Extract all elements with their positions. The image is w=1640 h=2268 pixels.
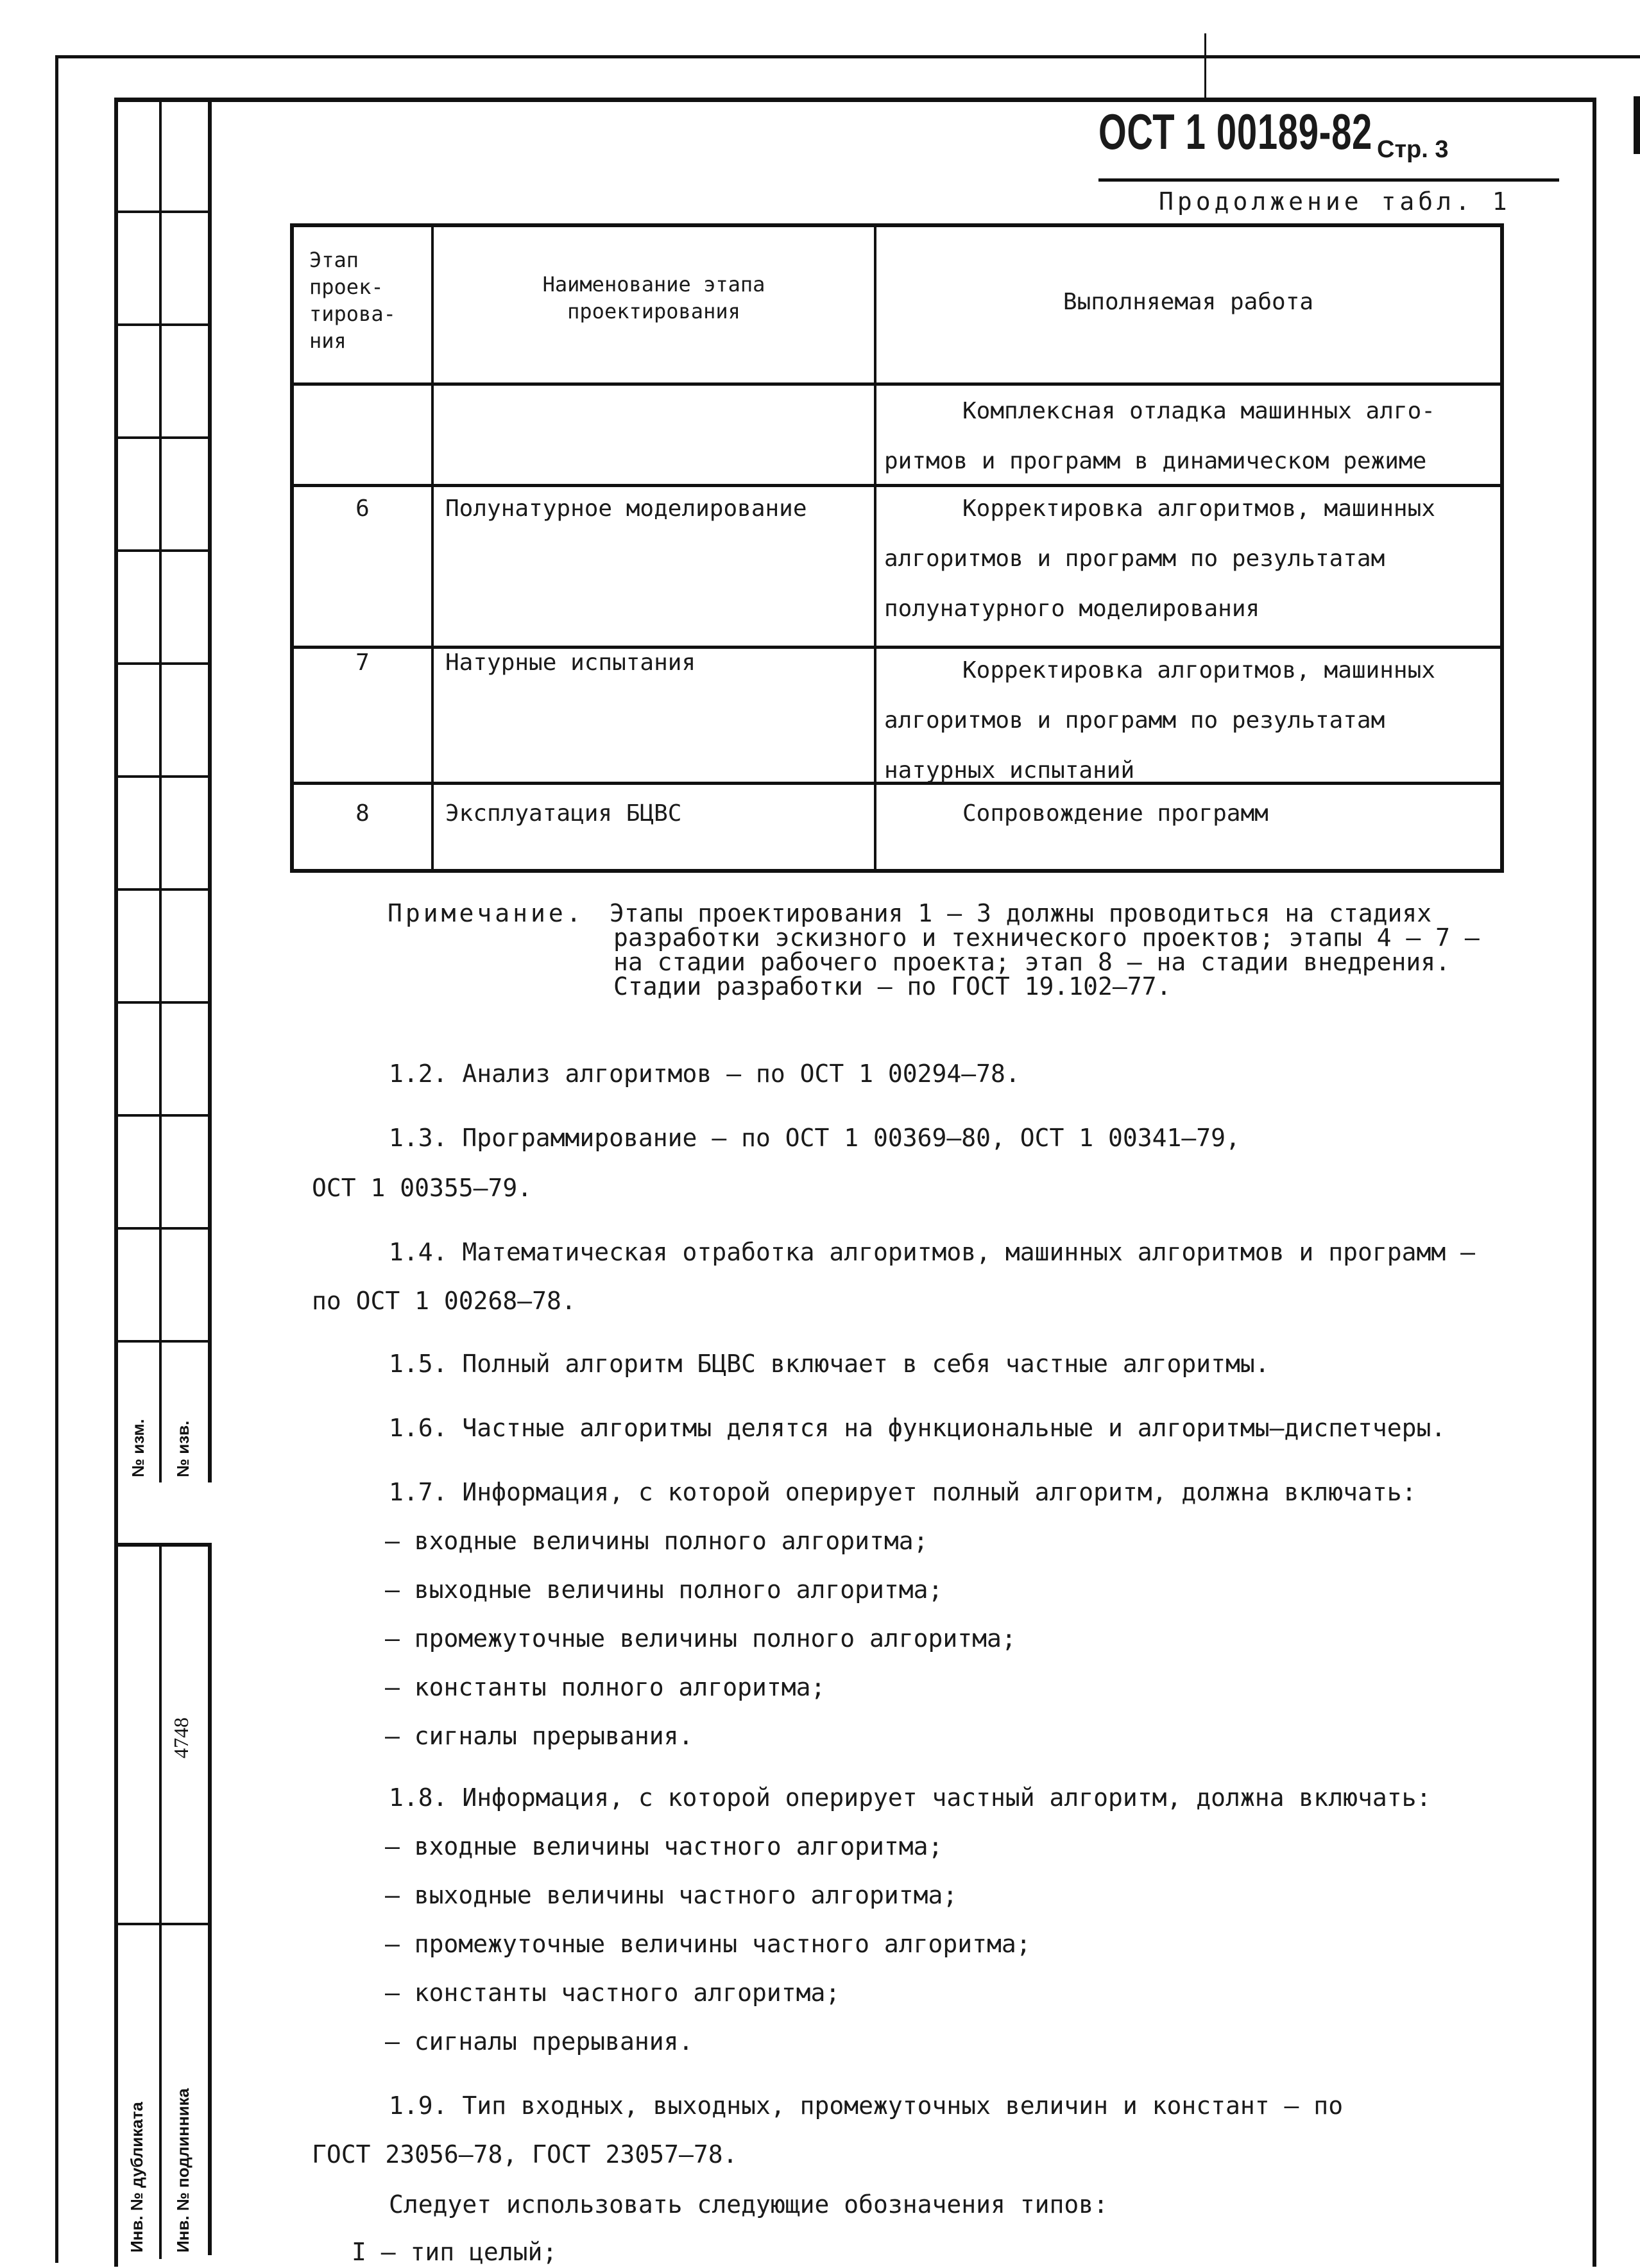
list-item: – промежуточные величины частного алгоритма; xyxy=(385,1930,1031,1958)
list-item: – константы полного алгоритма; xyxy=(385,1673,826,1701)
table-cell-name: Натурные испытания xyxy=(445,649,696,676)
table-row: Корректировка алгоритмов, машинных алгоритмов и программ по результатам полунатурного моделирования xyxy=(884,495,1435,622)
list-item: – входные величины полного алгоритма; xyxy=(385,1527,928,1555)
table-cell-stage: 6 xyxy=(355,495,370,522)
paragraph-1-4-cont: по ОСТ 1 00268–78. xyxy=(312,1287,576,1315)
paragraph-type-int: I – тип целый; xyxy=(352,2238,558,2266)
paragraph-1-2: 1.2. Анализ алгоритмов – по ОСТ 1 00294–78. xyxy=(389,1060,1020,1088)
paragraph-1-4: 1.4. Математическая отработка алгоритмов, машинных алгоритмов и программ – xyxy=(389,1238,1475,1266)
side-label-izm1: № изм. xyxy=(128,1419,148,1477)
paragraph-1-8: 1.8. Информация, с которой оперирует частный алгоритм, должна включать: xyxy=(389,1783,1431,1812)
list-item: – константы частного алгоритма; xyxy=(385,1979,841,2007)
paragraph-types: Следует использовать следующие обозначения типов: xyxy=(389,2190,1109,2219)
list-item: – входные величины частного алгоритма; xyxy=(385,1832,943,1860)
side-label-izm2: № изв. xyxy=(173,1420,192,1477)
table-cell-work: Сопровождение программ xyxy=(962,800,1268,827)
paragraph-1-5: 1.5. Полный алгоритм БЦВС включает в себя частные алгоритмы. xyxy=(389,1350,1270,1378)
note-line: Стадии разработки – по ГОСТ 19.102–77. xyxy=(613,972,1172,1001)
table-continuation-label: Продолжение табл. 1 xyxy=(1159,187,1511,216)
side-inv-number: 4748 xyxy=(169,1717,192,1758)
paragraph-1-3-cont: ОСТ 1 00355–79. xyxy=(312,1174,533,1202)
table-row: Комплексная отладка машинных алго- ритмов и программ в динамическом режиме xyxy=(884,398,1435,474)
table-cell-stage: 8 xyxy=(355,800,370,827)
paragraph-1-7: 1.7. Информация, с которой оперирует полный алгоритм, должна включать: xyxy=(389,1478,1417,1506)
note-label: Примечание. xyxy=(388,899,585,927)
paragraph-1-3: 1.3. Программирование – по ОСТ 1 00369–80, ОСТ 1 00341–79, xyxy=(389,1124,1240,1152)
table-cell-name: Эксплуатация БЦВС xyxy=(445,800,682,827)
list-item: – выходные величины полного алгоритма; xyxy=(385,1576,943,1604)
paragraph-1-9-cont: ГОСТ 23056–78, ГОСТ 23057–78. xyxy=(312,2140,738,2169)
list-item: – сигналы прерывания. xyxy=(385,1722,694,1750)
table-row: Корректировка алгоритмов, машинных алгоритмов и программ по результатам натурных испытаний xyxy=(884,657,1435,784)
header-rule xyxy=(1098,178,1559,182)
note-line: разработки эскизного и технического проектов; этапы 4 – 7 – xyxy=(613,924,1480,952)
note-line: на стадии рабочего проекта; этап 8 – на стадии внедрения. xyxy=(613,948,1451,976)
side-label-dup: Инв. № дубликата xyxy=(127,2102,146,2253)
header-stage-name: Наименование этапа проектирования xyxy=(542,272,765,323)
doc-code: ОСТ 1 00189-82 xyxy=(1098,103,1373,160)
table-cell-stage: 7 xyxy=(355,649,370,676)
paragraph-1-6: 1.6. Частные алгоритмы делятся на функциональные и алгоритмы–диспетчеры. xyxy=(389,1414,1446,1442)
stages-table xyxy=(290,223,1504,873)
table-cell-name: Полунатурное моделирование xyxy=(445,495,807,522)
side-strip-bottom xyxy=(114,1543,212,2255)
frame-tick xyxy=(1204,33,1206,98)
edge-mark xyxy=(1634,96,1640,154)
list-item: – выходные величины частного алгоритма; xyxy=(385,1881,958,1909)
page-number: Стр. 3 xyxy=(1377,136,1449,163)
list-item: – промежуточные величины полного алгоритма; xyxy=(385,1624,1016,1653)
list-item: – сигналы прерывания. xyxy=(385,2027,694,2056)
header-work: Выполняемая работа xyxy=(1063,289,1314,315)
side-strip-top xyxy=(114,98,212,1482)
side-label-orig: Инв. № подлинника xyxy=(173,2088,192,2253)
header-stage: Этап проек- тирова- ния xyxy=(309,248,396,353)
note-line: Этапы проектирования 1 – 3 должны проводиться на стадиях xyxy=(610,899,1432,927)
paragraph-1-9: 1.9. Тип входных, выходных, промежуточных величин и констант – по xyxy=(389,2092,1344,2120)
